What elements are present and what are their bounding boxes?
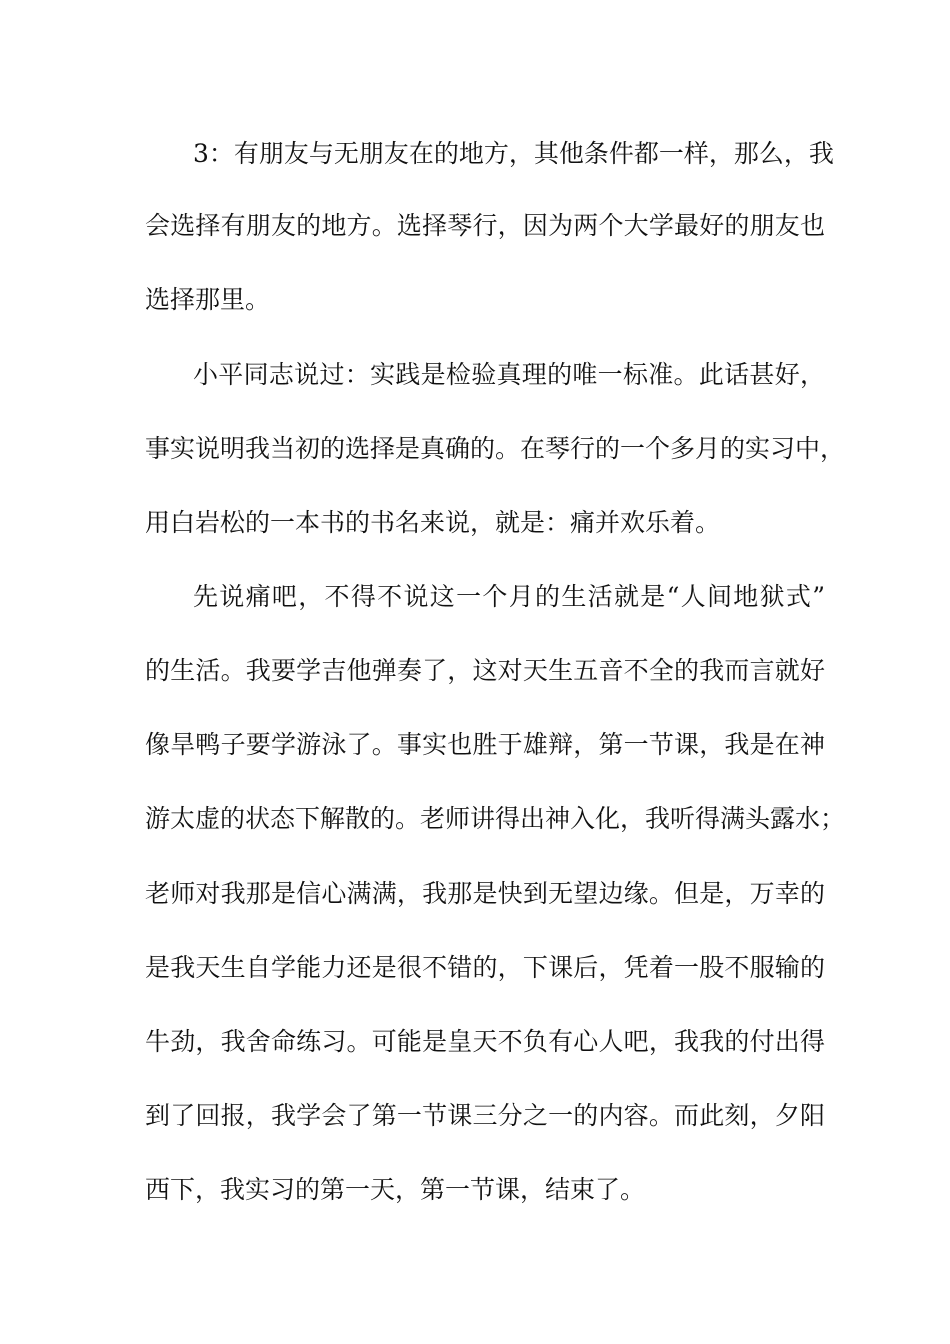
paragraph-3-line-7: 牛劲，我舍命练习。可能是皇天不负有心人吧，我我的付出得 bbox=[145, 1027, 825, 1056]
paragraph-3-line-2: 的生活。我要学吉他弹奏了，这对天生五音不全的我而言就好 bbox=[145, 656, 825, 685]
paragraph-3-line-4: 游太虚的状态下解散的。老师讲得出神入化，我听得满头露水； bbox=[145, 804, 846, 833]
paragraph-1-line-3: 选择那里。 bbox=[145, 285, 271, 314]
paragraph-3-line-9: 西下，我实习的第一天，第一节课，结束了。 bbox=[145, 1175, 646, 1204]
paragraph-3-line-8: 到了回报，我学会了第一节课三分之一的内容。而此刻，夕阳 bbox=[145, 1101, 825, 1130]
paragraph-3-line-3: 像旱鸭子要学游泳了。事实也胜于雄辩，第一节课，我是在神 bbox=[145, 730, 825, 759]
paragraph-3-line-5: 老师对我那是信心满满，我那是快到无望边缘。但是，万幸的 bbox=[145, 879, 825, 908]
paragraph-1-line-2: 会选择有朋友的地方。选择琴行，因为两个大学最好的朋友也 bbox=[145, 211, 825, 240]
paragraph-2-line-1: 小平同志说过：实践是检验真理的唯一标准。此话甚好， bbox=[193, 360, 825, 389]
paragraph-3-line-6: 是我天生自学能力还是很不错的，下课后，凭着一股不服输的 bbox=[145, 953, 825, 982]
paragraph-2-line-3: 用白岩松的一本书的书名来说，就是：痛并欢乐着。 bbox=[145, 508, 721, 537]
paragraph-2-line-2: 事实说明我当初的选择是真确的。在琴行的一个多月的实习中， bbox=[145, 434, 846, 463]
paragraph-1-line-1: 3：有朋友与无朋友在的地方，其他条件都一样，那么，我 bbox=[193, 139, 834, 168]
paragraph-3-line-1: 先说痛吧，不得不说这一个月的生活就是“人间地狱式” bbox=[193, 582, 825, 611]
